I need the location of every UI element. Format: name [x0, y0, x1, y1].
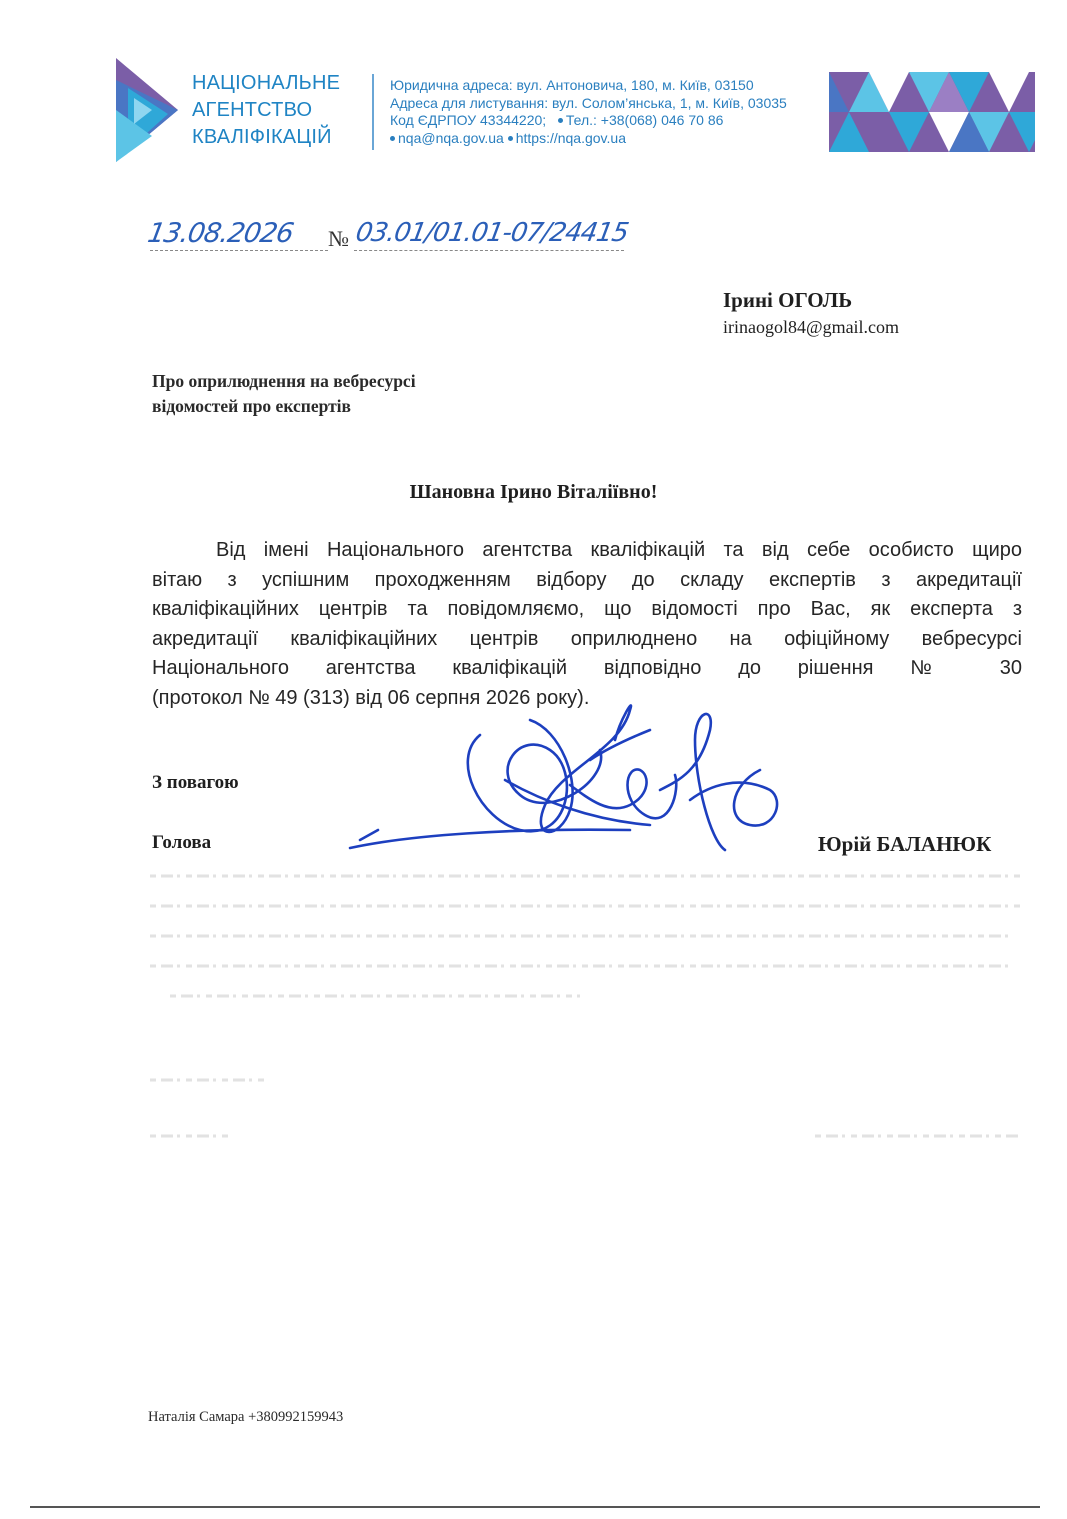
nqa-logo-icon	[112, 58, 182, 162]
body-line: Національного агентства кваліфікацій відповідно до рішення № 30	[152, 657, 1022, 679]
org-name-line-3: КВАЛІФІКАЦІЙ	[192, 126, 332, 148]
phone: Тел.: +38(068) 046 70 86	[565, 112, 724, 128]
header-divider	[372, 74, 374, 150]
greeting: Шановна Ірино Віталіївно!	[409, 481, 658, 503]
org-name	[192, 70, 340, 151]
number-underline	[354, 250, 624, 251]
recipient-name: Ірині ОГОЛЬ	[723, 288, 853, 312]
closing-regards: З повагою	[152, 772, 239, 793]
registration-date: 13.08.2026	[145, 218, 296, 249]
bullet-icon	[558, 118, 563, 123]
handwritten-signature	[330, 690, 800, 870]
body-line: акредитації кваліфікаційних центрів оприлюднено на офіційному вебресурсі	[152, 627, 1022, 650]
subject-line-2: відомостей про експертів	[152, 396, 351, 416]
edrpou-code: Код ЄДРПОУ 43344220;	[390, 112, 547, 128]
body-line: (протокол № 49 (313) від 06 серпня 2026 року).	[152, 686, 590, 709]
letter-body	[152, 536, 1022, 713]
email-web-line	[390, 130, 787, 148]
org-website: https://nqa.gov.ua	[515, 129, 626, 146]
mail-address: Адреса для листування: вул. Солом’янська, 1, м. Київ, 03035	[390, 94, 787, 111]
date-underline	[150, 250, 328, 251]
registration-number: 03.01/01.01-07/24415	[353, 218, 631, 248]
signer-title: Голова	[152, 832, 212, 853]
bullet-icon	[508, 136, 513, 141]
legal-address: Юридична адреса: вул. Антоновича, 180, м. Київ, 03150	[390, 77, 754, 93]
org-name-line-2: АГЕНТСТВО	[192, 99, 313, 121]
recipient-email: irinaogol84@gmail.com	[723, 317, 900, 337]
letter-subject	[152, 369, 416, 419]
body-line: Від імені Національного агентства кваліфікацій та від себе особисто щиро	[216, 539, 1022, 561]
signer-name: Юрій БАЛАНЮК	[818, 832, 992, 856]
bullet-icon	[390, 136, 395, 141]
bleed-through-texture	[150, 870, 1030, 1170]
contact-person: Наталія Самара +380992159943	[148, 1409, 344, 1425]
triangle-pattern-icon	[829, 72, 1035, 152]
org-email: nqa@nqa.gov.ua	[398, 129, 504, 146]
header-contacts	[390, 77, 787, 147]
body-line: кваліфікаційних центрів та повідомляємо, що відомості про Вас, як експерта з	[152, 598, 1022, 620]
page-bottom-edge	[30, 1506, 1040, 1508]
subject-line-1: Про оприлюднення на вебресурсі	[152, 371, 416, 391]
org-name-line-1: НАЦІОНАЛЬНЕ	[192, 72, 341, 94]
registration-line	[145, 212, 648, 262]
body-line: вітаю з успішним проходженням відбору до складу експертів з акредитації	[152, 568, 1022, 591]
code-phone-line	[390, 112, 787, 130]
number-label: №	[328, 226, 349, 251]
